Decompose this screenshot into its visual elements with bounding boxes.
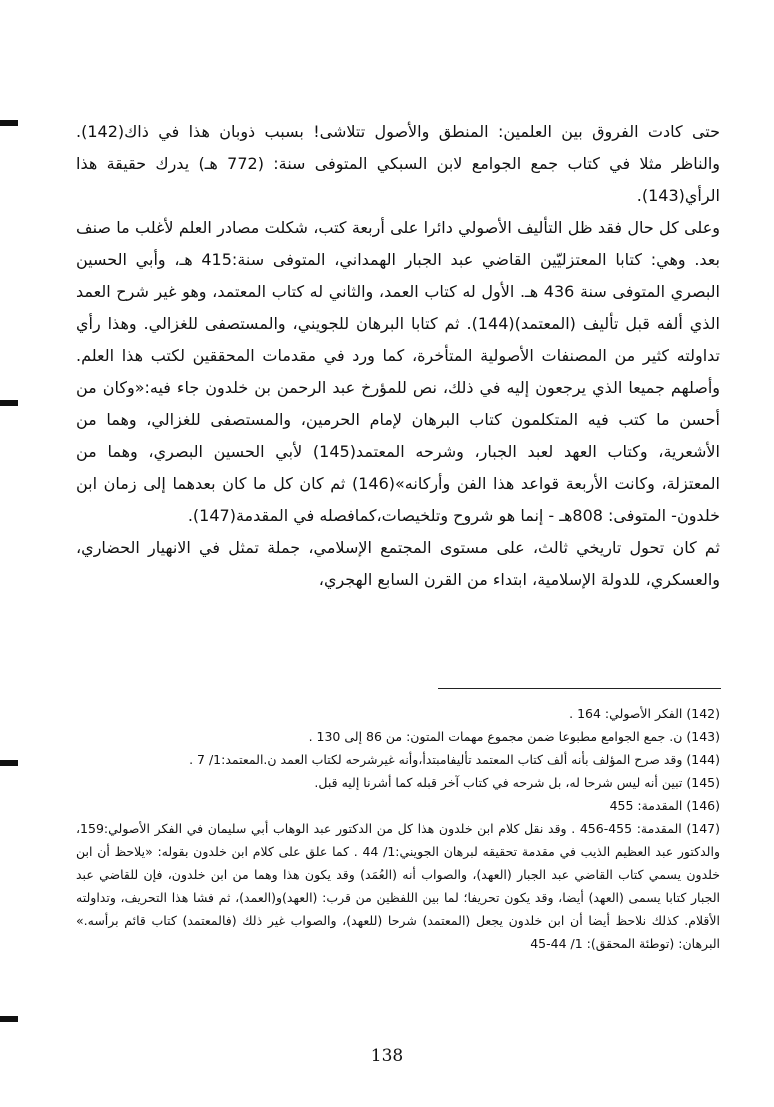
page-number: 138 xyxy=(370,1046,404,1066)
footnotes xyxy=(76,702,720,955)
footnote-144: (144) وقد صرح المؤلف بأنه ألف كتاب المعتمد تأليفامبتدأ،وأنه غيرشرحه لكتاب العمد ن.المعتمد:1/ 7 . xyxy=(189,752,720,767)
paragraph-1: حتى كادت الفروق بين العلمين: المنطق والأصول تتلاشى! بسبب ذوبان هذا في ذاك(142). والناظر مثلا في كتاب جمع الجوامع لابن السبكي المتوفى سنة: (772 هـ) يدرك حقيقة هذا الرأي(143). xyxy=(76,122,720,205)
paragraph-2: وعلى كل حال فقد ظل التأليف الأصولي دائرا على أربعة كتب، شكلت مصادر العلم لأغلب ما صنف بعد. وهي: كتابا المعتزليّين القاضي عبد الجبار الهمداني، المتوفى سنة:415 هـ، وأبي الحسين البصري المتوفى سنة 436 هـ. الأول له كتاب العمد، والثاني له كتاب المعتمد، وهو غير شرح العمد الذي ألفه قبل تأليف (المعتمد)(144). ثم كتابا البرهان للجويني، والمستصفى للغزالي. وهذا رأي تداولته كثير من المصنفات الأصولية المتأخرة، كما ورد في مقدمات المحققين لكتب هذا العلم. وأصلهم جميعا الذي يرجعون إليه في ذلك، نص للمؤرخ عبد الرحمن بن خلدون جاء فيه:«وكان من أحسن ما كتب فيه المتكلمون كتاب البرهان لإمام الحرمين، والمستصفى للغزالي، وهما من الأشعرية، وكتاب العهد لعبد الجبار، وشرحه المعتمد(145) لأبي الحسين البصري، وهما من المعتزلة، وكانت الأربعة قواعد هذا الفن وأركانه»(146) ثم كان كل ما كان بعدهما إلى زمان ابن خلدون- المتوفى: 808هـ - إنما هو شروح وتلخيصات،كمافصله في المقدمة(147). xyxy=(76,218,721,525)
margin-mark xyxy=(0,1016,18,1022)
body-text xyxy=(76,116,720,596)
footnote-divider xyxy=(438,688,721,689)
footnote-147: (147) المقدمة: 455-456 . وقد نقل كلام ابن خلدون هذا كل من الدكتور عبد الوهاب أبي سليمان في الفكر الأصولي:159، والدكتور عبد العظيم الذيب في مقدمة تحقيقه لبرهان الجويني:1/ 44 . كما علق على كلام ابن خلدون بقوله: «يلاحظ أن ابن خلدون يسمي كتاب القاضي عبد الجبار (العهد)، والصواب أنه (العُمَد) وقد يكون هذا وهما من ابن خلدون، فإن للقاضي عبد الجبار كتابا يسمى (العهد) أيضا، وقد يكون تحريفا؛ لما بين اللفظين من قرب: (العهد)و(العمد)، ثم فشا هذا التحريف، وتداولته الأقلام. كذلك نلاحظ أيضا أن ابن خلدون يجعل (المعتمد) شرحا (للعهد)، والصواب غير ذلك (فالمعتمد) كتاب قائم برأسه.» البرهان: (توطئة المحقق): 1/ 44-45 xyxy=(76,821,720,951)
margin-mark xyxy=(0,400,18,406)
margin-mark xyxy=(0,120,18,126)
paragraph-3: ثم كان تحول تاريخي ثالث، على مستوى المجتمع الإسلامي، جملة تمثل في الانهيار الحضاري، والعسكري، للدولة الإسلامية، ابتداء من القرن السابع الهجري، xyxy=(76,538,720,589)
margin-mark xyxy=(0,760,18,766)
footnote-145: (145) تبين أنه ليس شرحا له، بل شرحه في كتاب آخر قبله كما أشرنا إليه قبل. xyxy=(314,775,720,790)
footnote-146: (146) المقدمة: 455 xyxy=(609,798,720,813)
footnote-142: (142) الفكر الأصولي: 164 . xyxy=(569,706,720,721)
footnote-143: (143) ن. جمع الجوامع مطبوعا ضمن مجموع مهمات المتون: من 86 إلى 130 . xyxy=(308,729,720,744)
